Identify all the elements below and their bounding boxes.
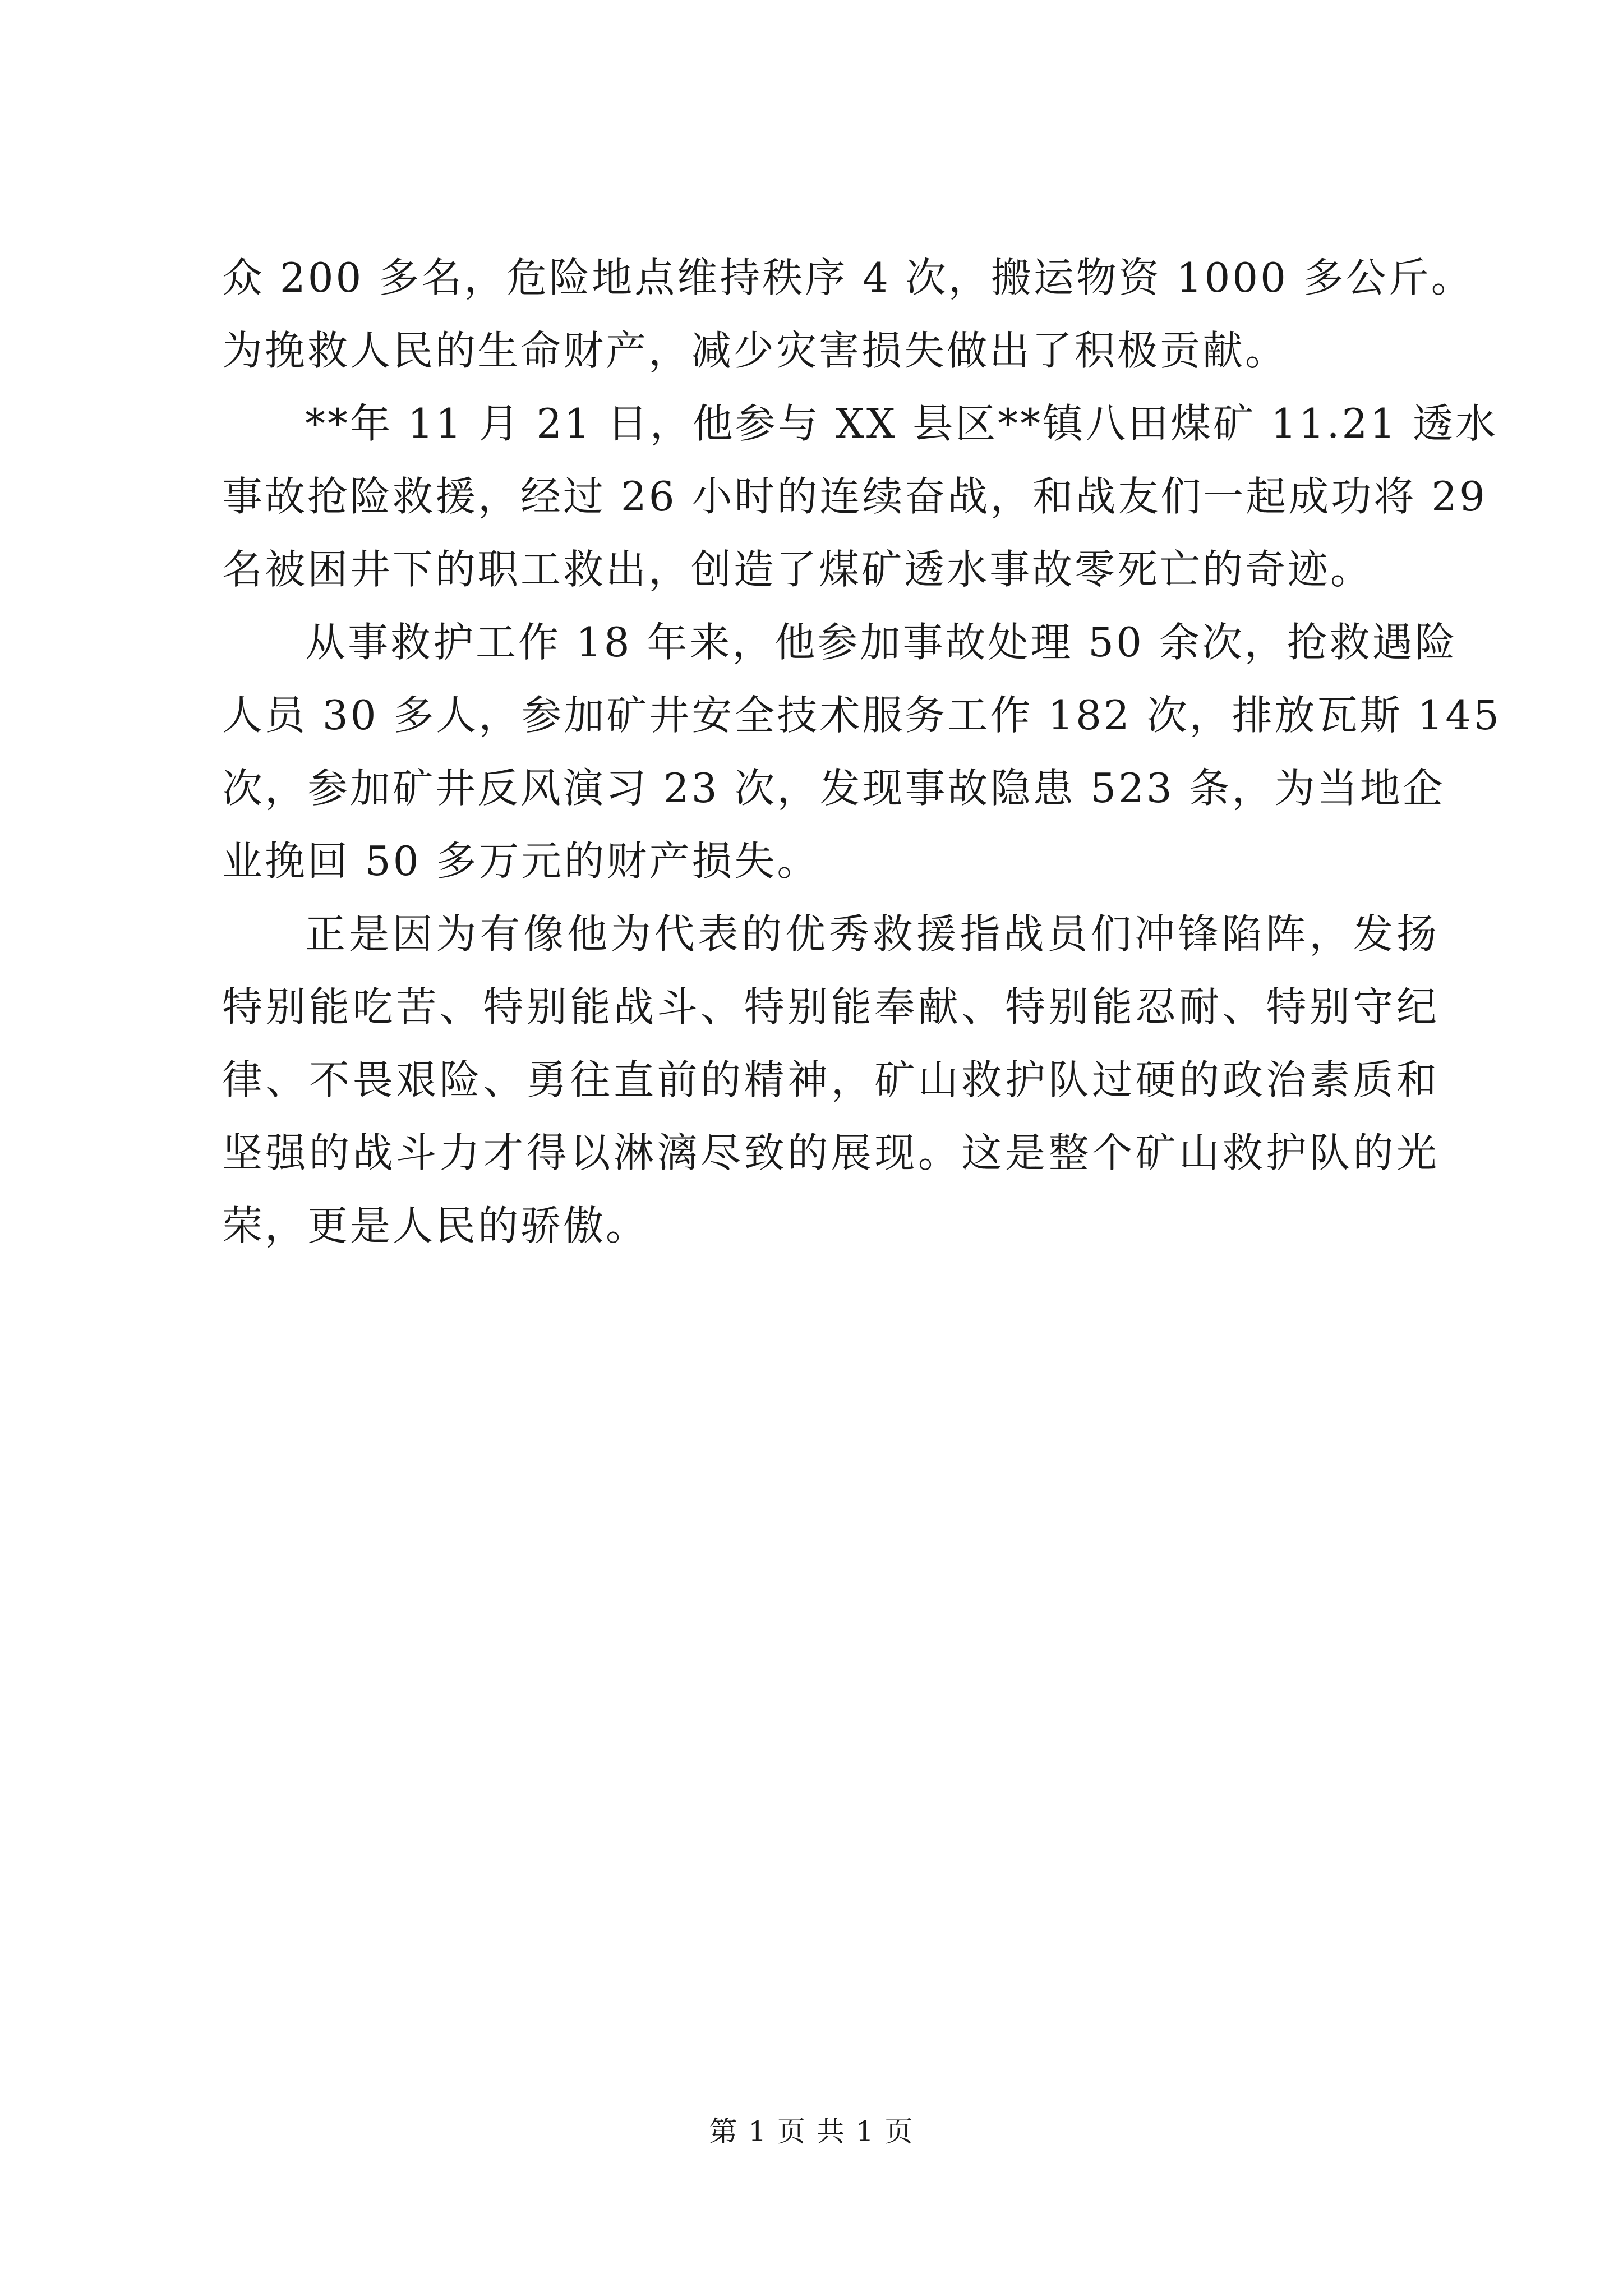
paragraph-line: 次，参加矿井反风演习 23 次，发现事故隐患 523 条，为当地企 [222, 765, 1445, 812]
document-body [222, 241, 1501, 1262]
paragraph-line: 坚强的战斗力才得以淋漓尽致的展现。这是整个矿山救护队的光 [222, 1129, 1439, 1176]
paragraph-line: 名被困井下的职工救出，创造了煤矿透水事故零死亡的奇迹。 [222, 546, 1373, 593]
paragraph-line: 特别能吃苦、特别能战斗、特别能奉献、特别能忍耐、特别守纪 [222, 983, 1439, 1030]
page-number-footer: 第 1 页 共 1 页 [709, 2115, 914, 2148]
paragraph-line: 荣，更是人民的骄傲。 [222, 1202, 649, 1249]
paragraph-line: 正是因为有像他为代表的优秀救援指战员们冲锋陷阵，发扬 [305, 910, 1439, 958]
paragraph-3 [222, 606, 1501, 898]
paragraph-line: 从事救护工作 18 年来，他参加事故处理 50 余次，抢救遇险 [305, 619, 1458, 666]
paragraph-line: **年 11 月 21 日，他参与 XX 县区**镇八田煤矿 11.21 透水 [305, 400, 1498, 447]
paragraph-line: 事故抢险救援，经过 26 小时的连续奋战，和战友们一起成功将 29 [222, 473, 1487, 520]
paragraph-line: 众 200 多名，危险地点维持秩序 4 次，搬运物资 1000 多公斤。 [222, 254, 1474, 301]
paragraph-line: 业挽回 50 多万元的财产损失。 [222, 838, 820, 885]
paragraph-4 [222, 898, 1439, 1262]
paragraph-line: 人员 30 多人，参加矿井安全技术服务工作 182 次，排放瓦斯 145 [222, 692, 1501, 739]
paragraph-2 [222, 387, 1498, 606]
paragraph-line: 为挽救人民的生命财产，减少灾害损失做出了积极贡献。 [222, 327, 1288, 374]
paragraph-1 [222, 241, 1474, 387]
paragraph-line: 律、不畏艰险、勇往直前的精神，矿山救护队过硬的政治素质和 [222, 1056, 1439, 1103]
